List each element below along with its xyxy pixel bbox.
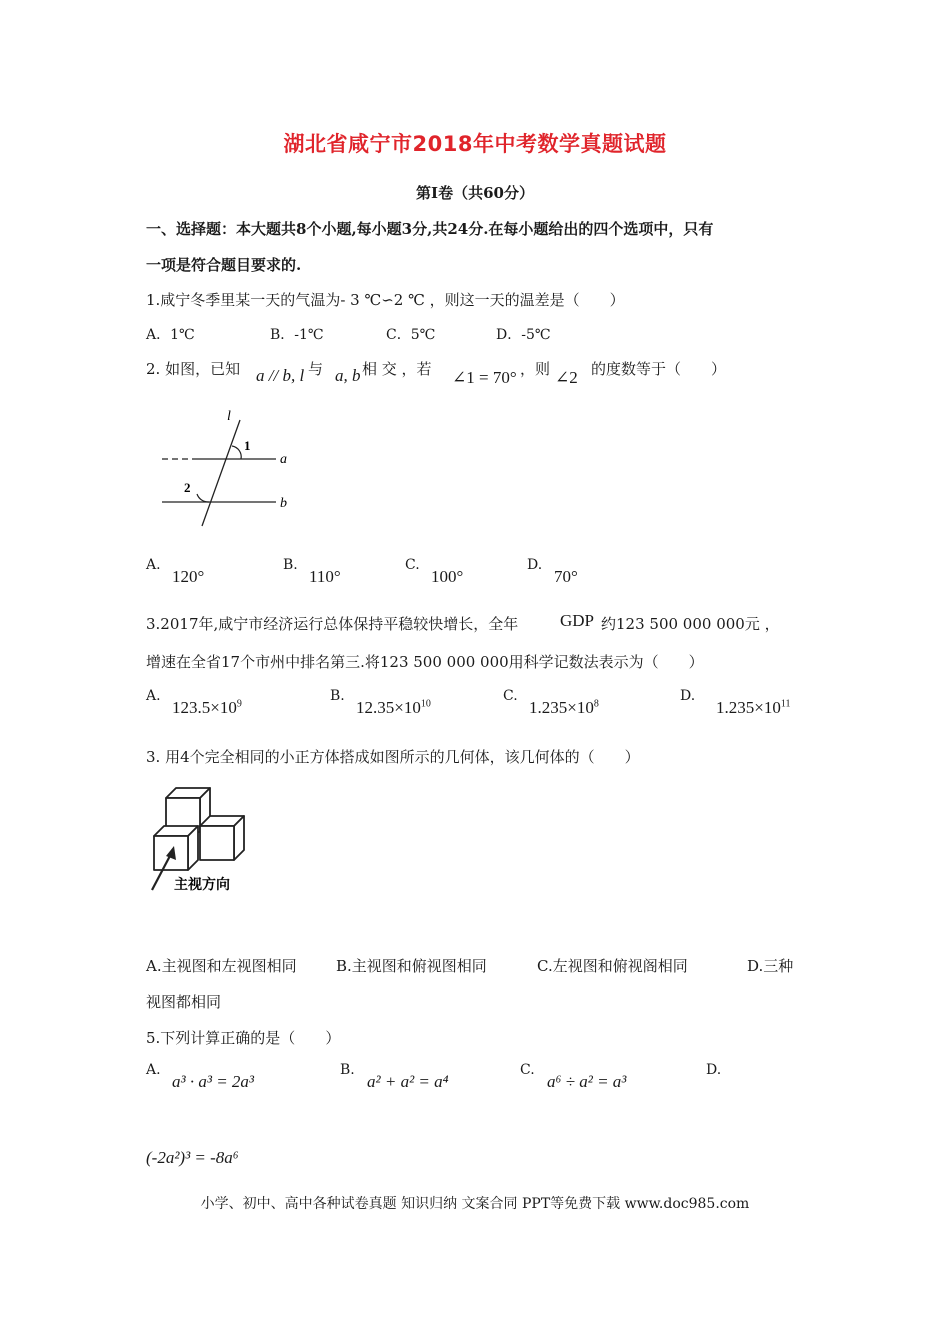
q2-option-d-letter: D. — [527, 557, 543, 573]
q5-option-b-letter: B. — [340, 1062, 355, 1078]
q5-option-d-letter: D. — [706, 1062, 722, 1078]
q2-option-c-value: 100° — [431, 567, 464, 586]
q2-stem-part1: 2. 如图，已知 — [146, 360, 241, 378]
q3-option-a-letter: A. — [146, 688, 161, 704]
q4-stem: 3. 用4个完全相同的小正方体搭成如图所示的几何体，该几何体的（ ） — [146, 748, 640, 766]
q3-option-d-value: $1.235\times 10^{11}$ — [716, 698, 791, 717]
q3-stem-line2: 增速在全省17个市州中排名第三.将123 500 000 000用科学记数法表示为（ ） — [146, 653, 704, 671]
label-b: b — [280, 496, 287, 511]
q2-stem-lines: a, b — [335, 366, 361, 385]
q3-option-b-letter: B. — [330, 688, 345, 704]
q5-option-c-formula: a⁶ ÷ a² = a³ — [547, 1072, 627, 1091]
angle-2-arc — [197, 494, 209, 502]
q2-stem-part5: 相 交 ，若 — [362, 360, 432, 378]
q2-option-a-letter: A. — [146, 557, 161, 573]
q3-option-b-value: $12.35\times 10^{10}$ — [356, 698, 431, 717]
q3-option-c-letter: C. — [503, 688, 518, 704]
q3-stem-gdp: GDP — [560, 611, 595, 630]
q5-option-a-letter: A. — [146, 1062, 161, 1078]
line-l — [202, 420, 240, 526]
cubes-figure — [148, 780, 258, 900]
q1-option-c: C．5℃ — [386, 327, 436, 343]
angle-1-arc — [232, 446, 241, 459]
q1-option-b: B．-1℃ — [270, 327, 324, 343]
q2-stem-parallel: a // b, l — [256, 366, 305, 385]
q2-stem-angle2: ∠2 — [555, 368, 578, 387]
page-title: 湖北省咸宁市2018年中考数学真题试题 — [283, 132, 667, 156]
q1-stem: 1.咸宁冬季里某一天的气温为- 3 ℃∽2 ℃ ，则这一天的温差是（ ） — [146, 291, 625, 309]
label-l: l — [227, 409, 231, 424]
page-footer: 小学、初中、高中各种试卷真题 知识归纳 文案合同 PPT等免费下载 www.doc985.com — [200, 1196, 750, 1212]
q4-option-b: B.主视图和俯视图相同 — [336, 957, 487, 975]
q2-option-b-letter: B. — [283, 557, 298, 573]
q5-stem: 5.下列计算正确的是（ ） — [146, 1029, 341, 1047]
q2-stem-part9: 的度数等于（ ） — [591, 360, 727, 378]
q5-option-d-formula: (-2a²)³ = -8a⁶ — [146, 1148, 239, 1167]
q5-option-a-formula: a³ · a³ = 2a³ — [172, 1072, 255, 1091]
q1-option-a: A．1℃ — [146, 327, 195, 343]
q5-option-c-letter: C. — [520, 1062, 535, 1078]
q2-option-b-value: 110° — [309, 567, 341, 586]
q2-stem-part3: 与 — [308, 360, 324, 378]
label-a: a — [280, 452, 287, 467]
section-instructions-line2: 一项是符合题目要求的. — [146, 256, 302, 274]
q4-option-d: D.三种 — [747, 957, 794, 975]
q3-stem-line1-post: 约123 500 000 000元 ， — [601, 615, 780, 633]
paper-part-heading: 第Ⅰ卷（共60分） — [416, 184, 534, 202]
q4-option-a: A.主视图和左视图相同 — [146, 957, 297, 975]
q2-option-a-value: 120° — [172, 567, 205, 586]
q3-option-d-letter: D. — [680, 688, 696, 704]
q4-option-d-continued: 视图都相同 — [146, 993, 222, 1011]
q1-option-d: D．-5℃ — [496, 327, 551, 343]
view-direction-caption: 主视方向 — [174, 877, 230, 893]
parallel-lines-figure — [150, 408, 300, 533]
label-angle-2: 2 — [184, 480, 191, 495]
q4-option-c: C.左视图和俯视阁相同 — [537, 957, 688, 975]
q5-option-b-formula: a² + a² = a⁴ — [367, 1072, 449, 1091]
section-instructions-line1: 一、选择题：本大题共8个小题,每小题3分,共24分.在每小题给出的四个选项中，只有 — [146, 220, 714, 238]
q3-stem-line1-pre: 3.2017年,咸宁市经济运行总体保持平稳较快增长，全年 — [146, 615, 519, 633]
q3-option-c-value: $1.235\times 10^8$ — [529, 698, 599, 717]
q3-option-a-value: $123.5\times 10^9$ — [172, 698, 242, 717]
q2-stem-part7: ，则 — [520, 360, 551, 378]
right-cube-front-face — [200, 826, 234, 860]
q2-option-c-letter: C. — [405, 557, 420, 573]
label-angle-1: 1 — [244, 438, 251, 453]
q2-option-d-value: 70° — [554, 567, 578, 586]
q2-stem-angle1: ∠1 = 70° — [452, 368, 517, 387]
